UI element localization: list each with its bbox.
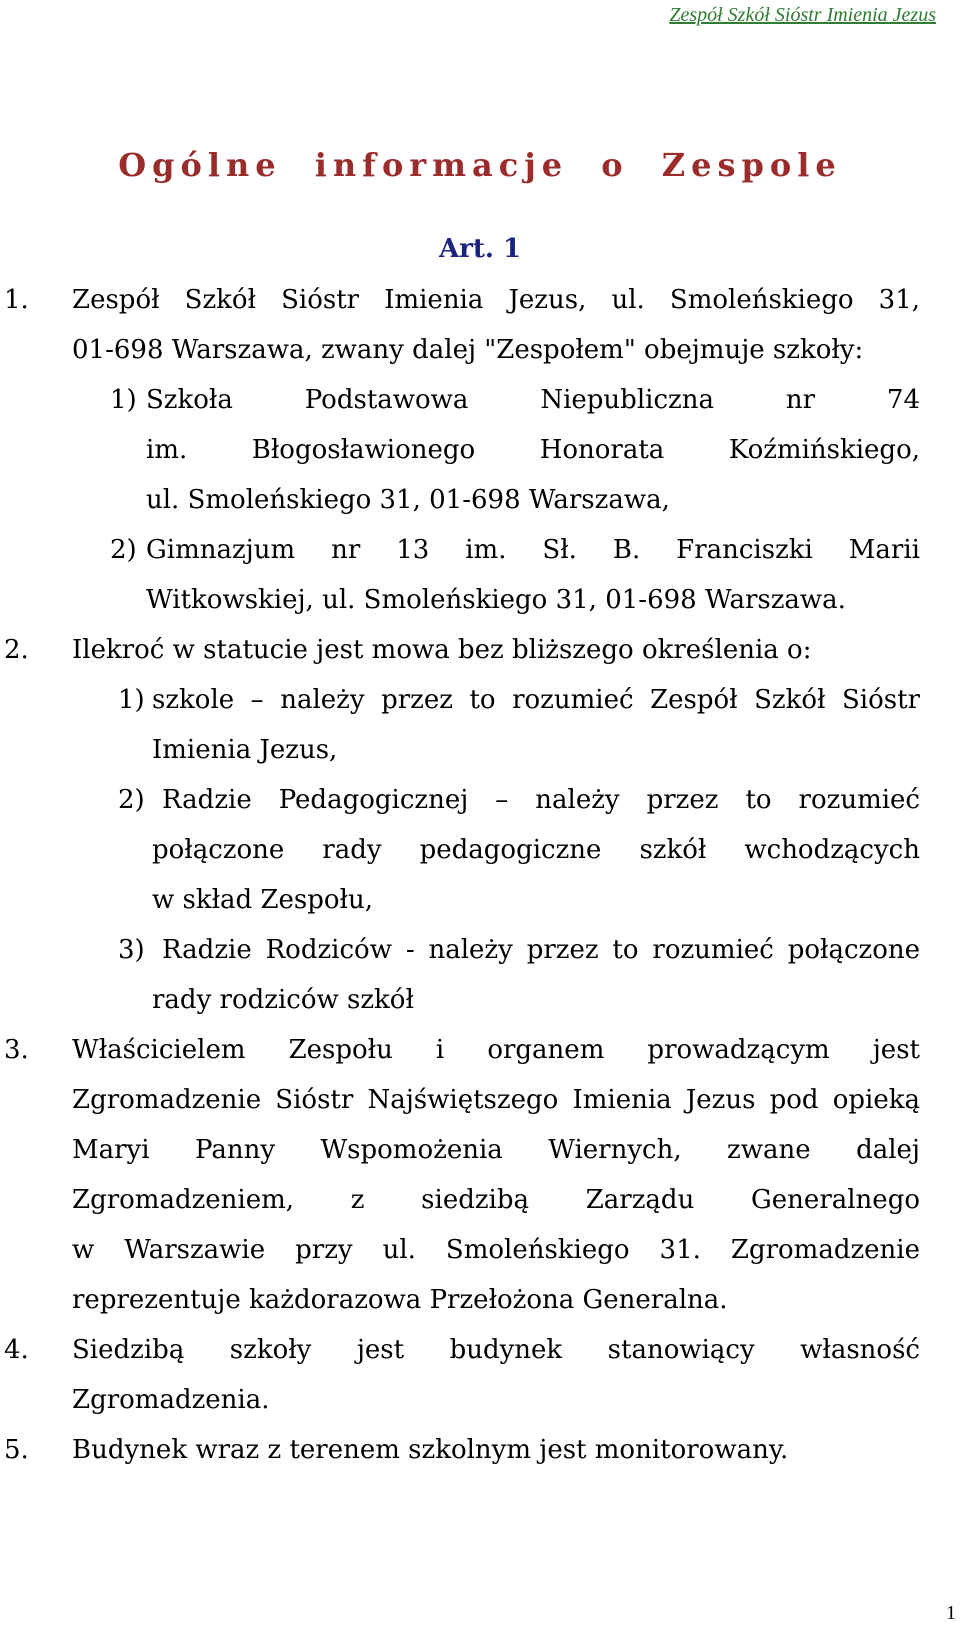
paragraph-1-line-1: Zespół Szkół Sióstr Imienia Jezus, ul. Smoleńskiego 31, [72,285,920,315]
item-2-2-line-3: w skład Zespołu, [152,885,373,915]
paragraph-3-line-6: reprezentuje każdorazowa Przełożona Generalna. [72,1285,728,1315]
paragraph-3-line-1: Właścicielem Zespołu i organem prowadzącym jest [72,1035,920,1065]
page-number: 1 [946,1602,956,1624]
paragraph-3-line-4: Zgromadzeniem, z siedzibą Zarządu Generalnego [72,1185,920,1215]
item-2-1-line-1: szkole – należy przez to rozumieć Zespół Szkół Sióstr [152,685,920,715]
item-2-2-line-1: Radzie Pedagogicznej – należy przez to rozumieć [162,785,920,815]
item-2-1-number: 1) [118,685,145,715]
article-heading: Art. 1 [438,234,522,264]
paragraph-3-line-5: w Warszawie przy ul. Smoleńskiego 31. Zgromadzenie [72,1235,920,1265]
item-1-2-number: 2) [110,535,137,565]
paragraph-3-line-2: Zgromadzenie Sióstr Najświętszego Imienia Jezus pod opieką [72,1085,920,1115]
paragraph-4-line-1: Siedzibą szkoły jest budynek stanowiący własność [72,1335,920,1365]
paragraph-2-line-1: Ilekroć w statucie jest mowa bez bliższego określenia o: [72,635,812,665]
running-header: Zespół Szkół Sióstr Imienia Jezus [669,4,936,26]
paragraph-3-number: 3. [4,1035,29,1065]
item-2-3-line-2: rady rodziców szkół [152,985,414,1015]
paragraph-4-line-2: Zgromadzenia. [72,1385,270,1415]
item-1-2-line-2: Witkowskiej, ul. Smoleńskiego 31, 01-698 Warszawa. [146,585,846,615]
item-1-1-line-3: ul. Smoleńskiego 31, 01-698 Warszawa, [146,485,670,515]
paragraph-2-number: 2. [4,635,29,665]
paragraph-5-number: 5. [4,1435,29,1465]
item-1-1-line-2: im. Błogosławionego Honorata Koźmińskiego, [146,435,920,465]
item-2-3-number: 3) [118,935,145,965]
paragraph-1-line-2: 01-698 Warszawa, zwany dalej "Zespołem" obejmuje szkoły: [72,335,864,365]
item-2-2-number: 2) [118,785,145,815]
paragraph-5-line-1: Budynek wraz z terenem szkolnym jest monitorowany. [72,1435,789,1465]
paragraph-1-number: 1. [4,285,29,315]
page-title: Ogólne informacje o Zespole [118,146,842,184]
paragraph-3-line-3: Maryi Panny Wspomożenia Wiernych, zwane dalej [72,1135,920,1165]
item-2-2-line-2: połączone rady pedagogiczne szkół wchodzących [152,835,920,865]
item-2-3-line-1: Radzie Rodziców - należy przez to rozumieć połączone [162,935,920,965]
paragraph-4-number: 4. [4,1335,29,1365]
item-1-2-line-1: Gimnazjum nr 13 im. Sł. B. Franciszki Marii [146,535,920,565]
item-2-1-line-2: Imienia Jezus, [152,735,338,765]
item-1-1-line-1: Szkoła Podstawowa Niepubliczna nr 74 [146,385,920,415]
item-1-1-number: 1) [110,385,137,415]
